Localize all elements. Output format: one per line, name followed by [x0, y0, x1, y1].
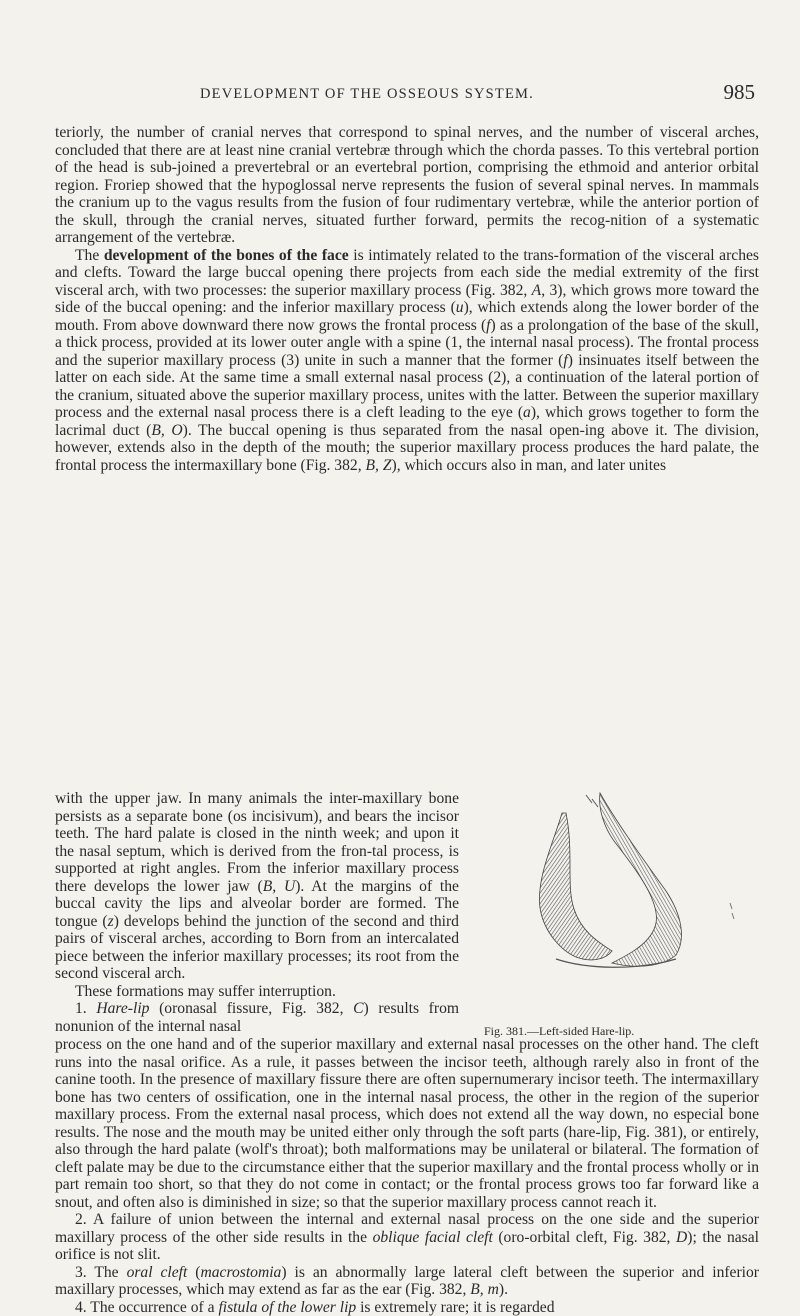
- text-run: (oro-orbital cleft, Fig. 382,: [492, 1228, 677, 1246]
- text-block-bottom: [55, 1036, 759, 1316]
- running-header: [55, 80, 755, 112]
- text-run: (oronasal fissure, Fig. 382,: [149, 1000, 354, 1018]
- text-run: ), which extends along the lower border of the mouth. From above downward there now grows the frontal process (: [55, 299, 759, 334]
- paragraph: [55, 247, 759, 475]
- paragraph: [55, 1000, 459, 1035]
- text-run: ) develops behind the junction of the second and third pairs of visceral arches, according to Born from an intercalated piece between the inferior maxillary processes; its root from the second visceral arch.: [55, 912, 459, 983]
- text-run: with the upper jaw. In many animals the inter-maxillary bone persists as a separate bone (os incisivum), and bears the incisor teeth. The hard palate is closed in the ninth week; and upon it the nasal septum, which is derived from the fron-tal process, is supported at right angles. From the inferior maxillary process there develops the lower jaw (: [55, 790, 459, 895]
- text-run: (: [187, 1263, 201, 1281]
- italic-text: B, m: [470, 1281, 499, 1299]
- text-run: 2. A failure of union between the internal and external nasal process on the one side and the superior maxillary process of the other side results in the: [55, 1211, 759, 1246]
- text-run: process on the one hand and of the superior maxillary and external nasal processes on the other hand. The cleft runs into the nasal orifice. As a rule, it passes between the incisor teeth, although rarely also in front of the canine tooth. In the presence of maxillary fissure there are often supernumerary incisor teeth. The intermaxillary bone has two centers of ossification, one in the internal nasal process, the other in the region of the superior maxillary process. From the external nasal process, which does not extend all the way down, no especial bone results. The nose and the mouth may be united either only through the soft parts (hare-lip, Fig. 381), or entirely, also through the hard palate (wolf's throat); both malformations may be unilateral or bilateral. The formation of cleft palate may be due to the circumstance either that the superior maxillary and the frontal process wholly or in part remain too short, so that they do not come in contact; or the frontal process grows too far forward like a snout, and often also is diminished in size; so that the superior maxillary process cannot reach it.: [55, 1036, 759, 1211]
- page-number: 985: [723, 80, 755, 104]
- italic-text: C: [353, 1000, 364, 1018]
- bold-text: development of the bones of the face: [103, 246, 349, 264]
- running-title: DEVELOPMENT OF THE OSSEOUS SYSTEM.: [200, 86, 534, 102]
- italic-text: fistula of the lower lip: [218, 1298, 357, 1316]
- italic-text: f: [563, 351, 568, 369]
- italic-text: macrostomia: [200, 1263, 282, 1281]
- text-run: is intimately related to the trans-formation of the visceral arches and clefts. Toward the large buccal opening there projects from each side the medial extremity of the first visceral arch, with two processes: the superior maxillary process (Fig. 382,: [55, 246, 759, 299]
- left-lip-shape: [539, 813, 612, 960]
- text-block-wrapped: [55, 790, 459, 1035]
- nostril-mark: [586, 795, 598, 807]
- text-run: ); the nasal orifice is not slit.: [55, 1228, 759, 1264]
- text-run: teriorly, the number of cranial nerves that correspond to spinal nerves, and the number of visceral arches, concluded that there are at least nine cranial vertebræ through which the chorda passes. To this vertebral portion of the head is sub-joined a prevertebral or an evertebral portion, comprising the ethmoid and anterior orbital region. Froriep showed that the hypoglossal nerve represents the fusion of several spinal nerves. In mammals the cranium up to the vagus results from the fusion of four rudimentary vertebræ, while the anterior portion of the skull, through the cranial nerves, situated further forward, permits the recog-nition of a systematic arrangement of the vertebræ.: [55, 124, 759, 247]
- text-run: ) insinuates itself between the latter on each side. At the same time a small external nasal process (2), a continuation of the lateral portion of the cranium, situated above the superior maxillary process, unites with the latter. Between the superior maxillary process and the external nasal process there is a cleft leading to the eye (: [55, 351, 759, 422]
- italic-text: f: [486, 316, 491, 334]
- text-run: , 3), which grows more toward the side of the buccal opening: and the inferior maxillary process (: [55, 281, 760, 317]
- italic-text: B, O: [151, 421, 183, 439]
- italic-text: oral cleft: [126, 1263, 188, 1281]
- text-block-top: [55, 124, 759, 474]
- paragraph: [55, 983, 459, 1001]
- right-lip-shape: [600, 793, 682, 966]
- text-run: ). At the margins of the buccal cavity the lips and alveolar border are formed. The tongue (: [55, 877, 459, 930]
- italic-text: oblique facial cleft: [372, 1228, 493, 1246]
- text-run: ) results from nonunion of the internal nasal: [55, 1000, 459, 1035]
- paragraph: [55, 1264, 759, 1299]
- side-mark: [730, 903, 734, 919]
- italic-text: B, U: [262, 877, 296, 895]
- text-run: ), which grows together to form the lacrimal duct (: [55, 404, 759, 439]
- text-run: 3. The: [75, 1263, 127, 1281]
- text-run: is extremely rare; it is regarded: [356, 1298, 555, 1316]
- italic-text: z: [107, 912, 114, 930]
- text-run: ), which occurs also in man, and later unites: [391, 456, 667, 474]
- text-run: 1.: [75, 1000, 97, 1018]
- paragraph: [55, 1299, 759, 1316]
- hare-lip-figure: [496, 783, 760, 933]
- figure-caption: Fig. 381.—Left-sided Hare-lip.: [484, 1024, 635, 1038]
- text-run: The: [75, 246, 104, 264]
- italic-text: a: [523, 404, 531, 422]
- text-run: ). The buccal opening is thus separated from the nasal open-ing above it. The division, however, extends also in the depth of the mouth; the superior maxillary process produces the hard palate, the frontal process the intermaxillary bone (Fig. 382,: [55, 421, 760, 474]
- text-run: ) is an abnormally large lateral cleft between the superior and inferior maxillary processes, which may extend as far as the ear (Fig. 382,: [55, 1263, 759, 1299]
- italic-text: D: [676, 1228, 688, 1246]
- paragraph: [55, 124, 759, 247]
- paragraph: [55, 790, 459, 983]
- italic-text: Hare-lip: [96, 1000, 150, 1018]
- text-run: ) as a prolongation of the base of the skull, a thick process, provided at its lower outer angle with a spine (1, the internal nasal process). The frontal process and the superior maxillary process (3) unite in such a manner that the former (: [55, 316, 759, 369]
- paragraph: [55, 1036, 759, 1211]
- hare-lip-illustration: [496, 783, 760, 973]
- italic-text: B, Z: [365, 456, 392, 474]
- italic-text: A: [531, 281, 542, 299]
- text-run: 4. The occurrence of a: [75, 1298, 219, 1316]
- italic-text: u: [455, 299, 464, 317]
- text-run: These formations may suffer interruption.: [75, 982, 336, 1000]
- text-run: ).: [498, 1281, 508, 1299]
